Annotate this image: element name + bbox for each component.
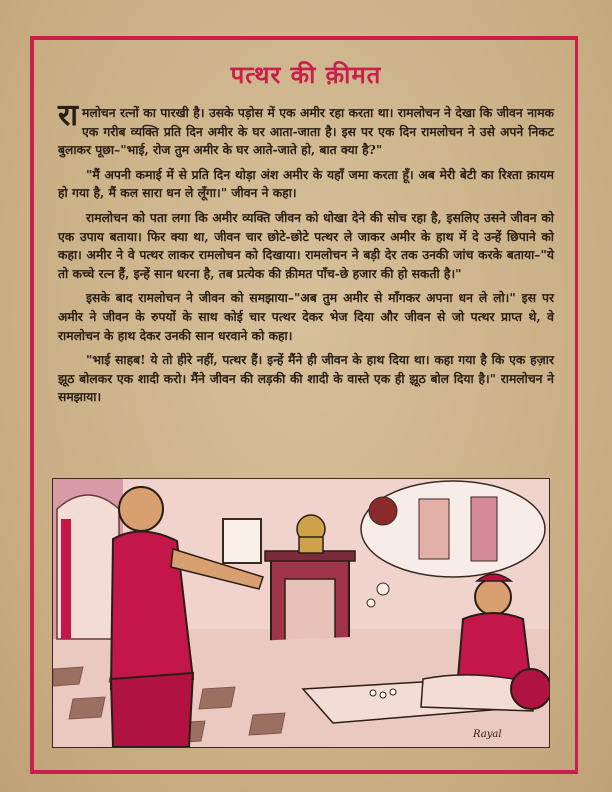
story-text — [58, 98, 554, 413]
illustration-scene — [53, 479, 549, 747]
paragraph-1-text: मलोचन रत्नों का पारखी है। उसके पड़ोस में एक अमीर रहा करता था। रामलोचन ने देखा कि जीवन नामक एक गरीब व्यक्ति प्रति दिन अमीर के घर आता-जाता है। इस पर एक दिन रामलोचन ने उसे अपने निकट बुलाकर पूछा–"भाई, रोज तुम अमीर के घर आते-जाते हो, बात क्या है?" — [58, 105, 554, 158]
paragraph-5: "भाई साहब! ये तो हीरे नहीं, पत्थर हैं। इन्हें मैंने ही जीवन के हाथ दिया था। कहा गया है कि एक हज़ार झूठ बोलकर एक शादी करो। मैंने जीवन की लड़की की शादी के वास्ते एक ही झूठ बोल दिया है।" रामलोचन ने समझाया। — [58, 352, 554, 405]
paragraph-2: "मैं अपनी कमाई में से प्रति दिन थोड़ा अंश अमीर के यहाँ जमा करता हूँ। अब मेरी बेटी का रिश्ता क़ायम हो गया है, मैं कल सारा धन ले लूँगा।" जीवन ने कहा। — [58, 166, 554, 201]
story-title: पत्थर की क़ीमत — [230, 60, 382, 89]
paragraph-3: रामलोचन को पता लगा कि अमीर व्यक्ति जीवन को धोखा देने की सोच रहा है, इसलिए उसने जीवन को एक उपाय बताया। फिर क्या था, जीवन चार छोटे-छोटे पत्थर ले जाकर अमीर के हाथ में दे उन्हें छिपाने को कहा। अमीर ने वे पत्थर लाकर रामलोचन को दिखाया। रामलोचन ने बड़ी देर तक उनकी जांच करके बताया–"ये तो कच्चे रत्न हैं, इन्हें सान धरना है, तब प्रत्येक की क़ीमत पाँच-छे हजार की हो सकती है।" — [58, 209, 554, 281]
artist-signature: Rayal — [473, 729, 502, 740]
story-illustration — [52, 478, 550, 748]
drop-cap: रा — [58, 98, 79, 133]
paragraph-1 — [58, 98, 554, 160]
paragraph-4: इसके बाद रामलोचन ने जीवन को समझाया–"अब तुम अमीर से माँगकर अपना धन ले लो।" इस पर अमीर ने जीवन के रुपयों के साथ कोई चार पत्थर देकर भेज दिया और जीवन से जो पत्थर प्राप्त थे, वे रामलोचन के हाथ देकर उनकी सान धरवाने को कहा। — [58, 290, 554, 343]
